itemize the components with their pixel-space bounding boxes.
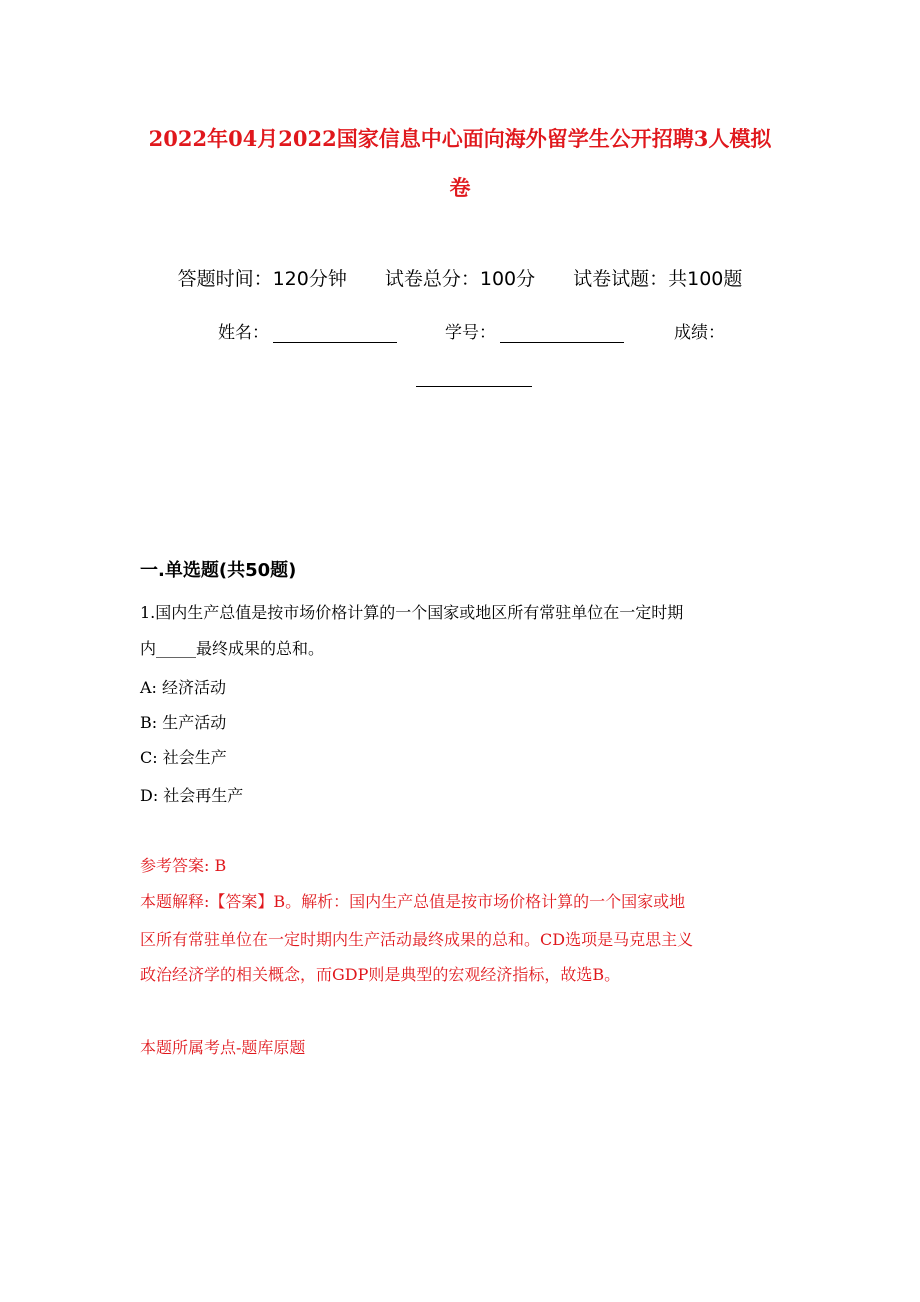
score-field xyxy=(674,318,725,343)
option-b: B: 生产活动 xyxy=(140,713,227,732)
question-stem-line-2: 内_____最终成果的总和。 xyxy=(140,639,325,658)
section-heading: 一.单选题(共50题) xyxy=(140,560,297,581)
student-id-label: 学号： xyxy=(445,323,496,343)
explanation-line-1: 本题解释:【答案】B。解析：国内生产总值是按市场价格计算的一个国家或地 xyxy=(140,892,686,911)
explanation-line-2: 区所有常驻单位在一定时期内生产活动最终成果的总和。CD选项是马克思主义 xyxy=(140,930,694,949)
exam-question-count: 试卷试题：共100题 xyxy=(573,268,743,290)
exam-time: 答题时间：120分钟 xyxy=(177,268,347,290)
name-blank[interactable] xyxy=(273,324,397,343)
score-label: 成绩： xyxy=(674,323,725,343)
option-d: D: 社会再生产 xyxy=(140,786,244,805)
exam-total-score: 试卷总分：100分 xyxy=(384,268,536,290)
exam-title-line-2: 卷 xyxy=(449,175,471,200)
exam-title-line-1: 2022年04月2022国家信息中心面向海外留学生公开招聘3人模拟 xyxy=(148,126,772,151)
name-label: 姓名： xyxy=(218,323,269,343)
question-stem-line-1: 1.国内生产总值是按市场价格计算的一个国家或地区所有常驻单位在一定时期 xyxy=(140,603,684,622)
student-id-blank[interactable] xyxy=(500,324,624,343)
exam-meta-row xyxy=(0,264,920,291)
option-c: C: 社会生产 xyxy=(140,748,227,767)
student-id-field xyxy=(445,318,624,343)
question-source: 本题所属考点-题库原题 xyxy=(140,1038,306,1057)
reference-answer: 参考答案: B xyxy=(140,856,227,875)
explanation-line-3: 政治经济学的相关概念，而GDP则是典型的宏观经济指标，故选B。 xyxy=(140,965,621,984)
name-field xyxy=(218,318,397,343)
score-blank[interactable] xyxy=(416,386,532,387)
option-a: A: 经济活动 xyxy=(140,678,227,697)
